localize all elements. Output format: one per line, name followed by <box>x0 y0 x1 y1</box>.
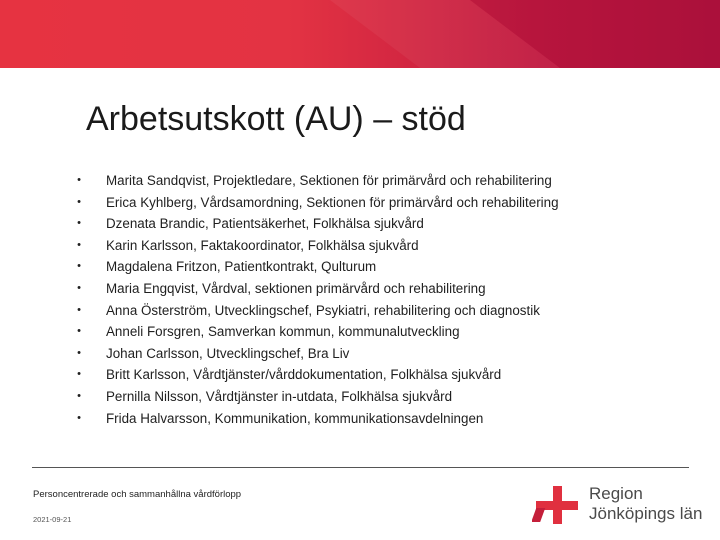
member-text: Magdalena Fritzon, Patientkontrakt, Qulturum <box>106 259 377 275</box>
member-text: Britt Karlsson, Vårdtjänster/vårddokumentation, Folkhälsa sjukvård <box>106 367 502 383</box>
member-text: Johan Carlsson, Utvecklingschef, Bra Liv <box>106 345 350 361</box>
bullet-icon: • <box>77 281 81 294</box>
bullet-icon: • <box>77 346 81 359</box>
region-logo <box>532 482 703 528</box>
member-text: Anneli Forsgren, Samverkan kommun, kommunalutveckling <box>106 324 460 340</box>
bullet-icon: • <box>77 389 81 402</box>
footer-tagline: Personcentrerade och sammanhållna vårdförlopp <box>33 489 242 500</box>
bullet-icon: • <box>77 368 81 381</box>
bullet-icon: • <box>77 260 81 273</box>
bullet-icon: • <box>77 174 81 186</box>
footer-divider <box>32 467 689 468</box>
logo-text-line1: Region <box>589 484 643 503</box>
member-text: Pernilla Nilsson, Vårdtjänster in-utdata, Folkhälsa sjukvård <box>106 388 453 404</box>
logo-text-line2: Jönköpings län <box>589 504 703 523</box>
header-banner <box>0 0 720 68</box>
banner-decoration <box>0 0 720 68</box>
footer-date: 2021-09-21 <box>33 515 72 524</box>
bullet-icon: • <box>77 325 81 338</box>
slide-title: Arbetsutskott (AU) – stöd <box>86 100 466 138</box>
member-text: Maria Engqvist, Vårdval, sektionen primärvård och rehabilitering <box>106 280 486 296</box>
region-cross-logo-icon <box>532 484 582 526</box>
member-text: Frida Halvarsson, Kommunikation, kommunikationsavdelningen <box>106 410 484 426</box>
bullet-icon: • <box>77 303 81 316</box>
bullet-icon: • <box>77 217 81 230</box>
member-text: Karin Karlsson, Faktakoordinator, Folkhälsa sjukvård <box>106 237 419 253</box>
member-text: Marita Sandqvist, Projektledare, Sektionen för primärvård och rehabilitering <box>106 173 552 188</box>
bullet-icon: • <box>77 195 81 208</box>
member-text: Anna Österström, Utvecklingschef, Psykiatri, rehabilitering och diagnostik <box>106 302 540 318</box>
member-text: Erica Kyhlberg, Vårdsamordning, Sektionen för primärvård och rehabilitering <box>106 194 559 210</box>
bullet-icon: • <box>77 238 81 251</box>
bullet-icon: • <box>77 411 81 424</box>
member-text: Dzenata Brandic, Patientsäkerhet, Folkhälsa sjukvård <box>106 216 424 232</box>
